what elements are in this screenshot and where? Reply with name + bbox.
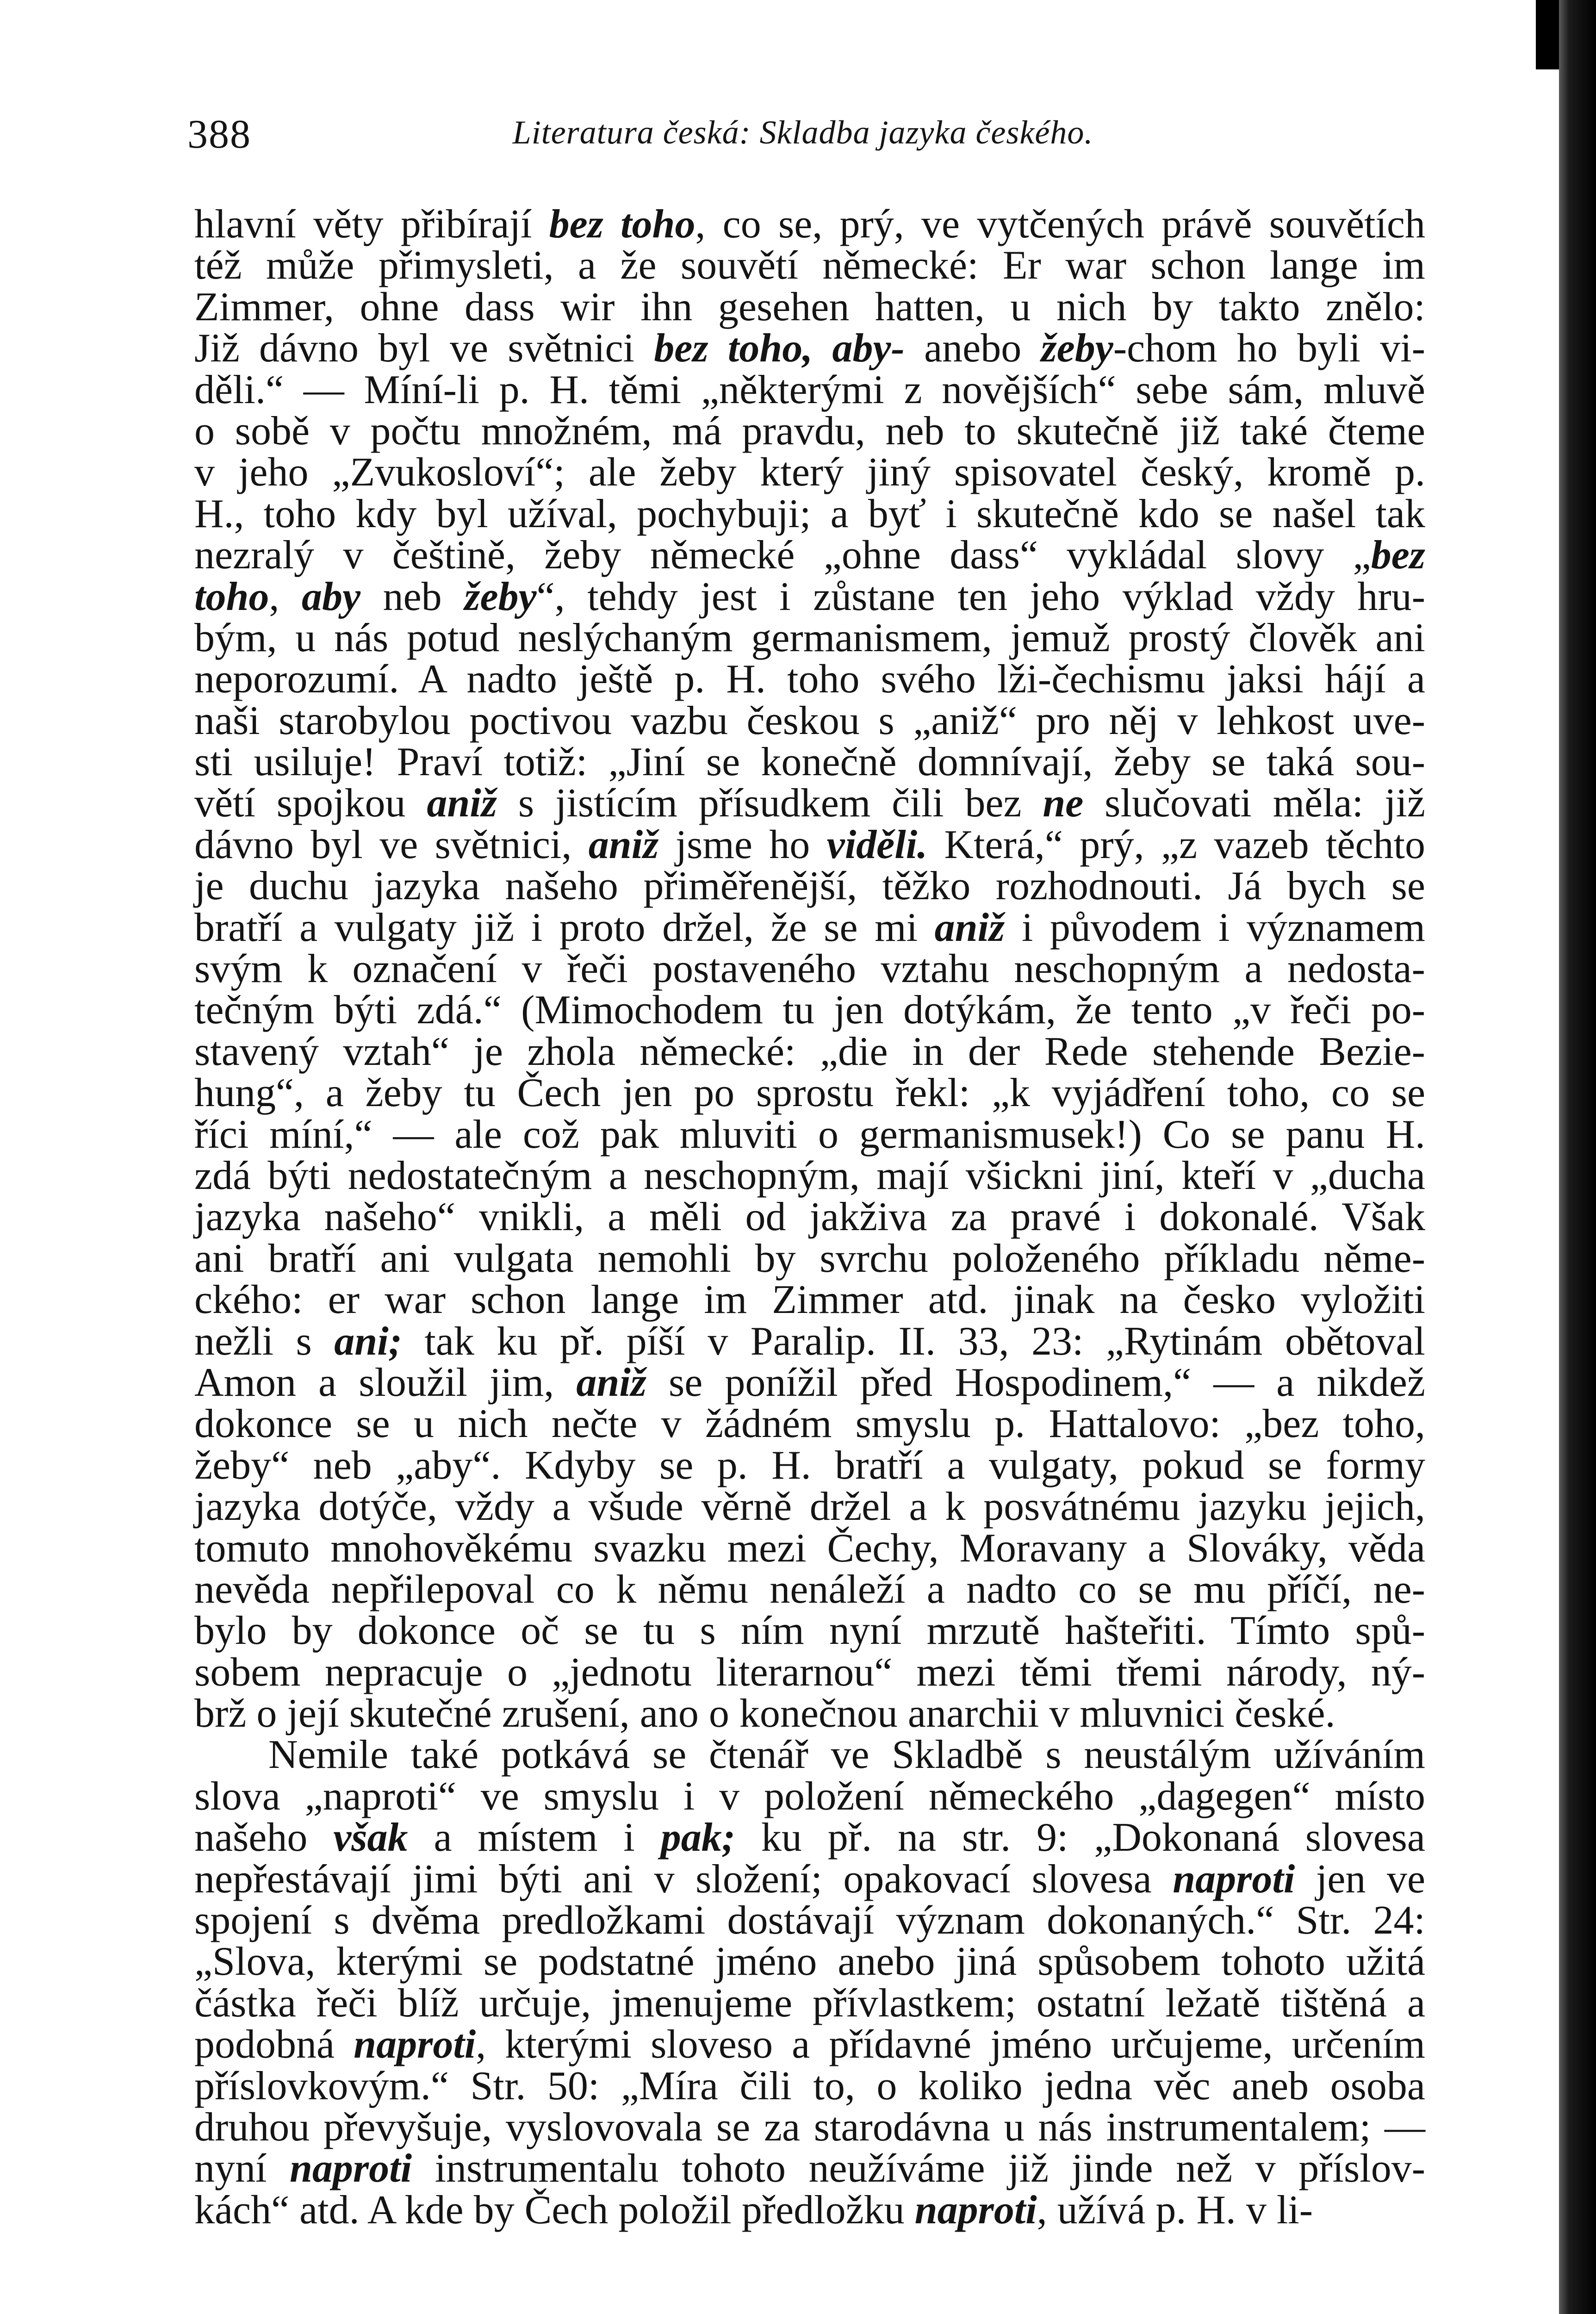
text-line [194,286,1425,328]
text-run: “, tehdy jest i zůstane ten jeho výklad vždy hru- [536,574,1426,619]
text-run: , co se, prý, ve vytčených právě souvětích [695,202,1425,247]
text-run: spojení s dvěma predložkami dostávají význam dokonaných.“ Str. 24: [194,1898,1425,1943]
text-line [194,1569,1425,1610]
text-run: děli.“ — Míní-li p. H. těmi „některými z novějších“ sebe sám, mluvě [194,367,1425,412]
text-run: zdá býti nedostatečným a neschopným, mají všickni jiní, kteří v „ducha [194,1153,1425,1198]
emphasis-text: aniž [576,1360,646,1405]
text-run: tomuto mnohověkému svazku mezi Čechy, Moravany a Slováky, věda [194,1525,1425,1571]
text-line [194,328,1425,369]
text-run: Amon a sloužil jim, [194,1360,577,1405]
text-line [194,1732,1425,1778]
text-run: sobem nepracuje o „jednotu literarnou“ mezi těmi třemi národy, ný- [194,1649,1425,1695]
text-line [194,2187,1425,2233]
emphasis-text: aniž [934,905,1005,950]
text-run: neb [360,574,465,619]
emphasis-text: naproti [354,2022,476,2067]
text-run: -chom ho byli vi- [1113,326,1426,371]
emphasis-text: bez [1371,533,1425,578]
page-header [187,106,1418,162]
text-run: jazyka našeho“ vnikli, a měli od jakživa za pravé i dokonalé. Však [194,1194,1425,1240]
text-line [194,1155,1425,1196]
text-line [194,783,1425,824]
emphasis-text: ani; [334,1319,402,1364]
text-line [194,1238,1425,1279]
text-line [194,946,1425,992]
text-run: brž o její skutečné zrušení, ano o konečnou anarchii v mluvnici české. [194,1691,1335,1736]
text-line [194,1321,1425,1362]
text-run: nežli s [194,1319,335,1364]
text-run: příslovkovým.“ Str. 50: „Míra čili to, o koliko jedna věc aneb osoba [194,2063,1425,2109]
text-run: slučovati měla: již [1083,781,1425,826]
emphasis-text: bez toho [549,202,696,247]
text-run: , [269,574,302,619]
text-run: bým, u nás potud neslýchaným germanismem, jemuž prostý člověk ani [194,615,1425,660]
text-run: jen ve [1295,1856,1425,1902]
text-run: svým k označení v řeči postaveného vztahu neschopným a nedosta- [194,946,1425,992]
text-line [194,1362,1425,1403]
text-run: naši starobylou poctivou vazbu českou s „aniž“ pro něj v lehkost uve- [194,698,1425,743]
text-run: slova „naproti“ ve smyslu i v položení německého „dagegen“ místo [194,1773,1425,1819]
text-run: kách“ atd. A kde by Čech položil předložku [194,2187,915,2233]
text-line [194,1773,1425,1819]
text-line [194,493,1425,535]
text-run: jsme ho [658,822,827,867]
text-run: neporozumí. A nadto ještě p. H. toho svého lži-čechismu jaksi hájí a [194,657,1425,702]
text-line [194,2065,1425,2107]
text-line [194,741,1425,783]
text-run: Nemile také potkává se čtenář ve Skladbě s neustálým užíváním [268,1732,1425,1778]
emphasis-text: viděli. [826,822,928,867]
text-run: hung“, a žeby tu Čech jen po sprostu řekl: „k vyjádření toho, co se [194,1070,1425,1116]
text-run: částka řeči blíž určuje, jmenujeme přívlastkem; ostatní ležatě tištěná a [194,1980,1425,2026]
text-line [194,1856,1425,1902]
text-run: Zimmer, ohne dass wir ihn gesehen hatten, u nich by takto znělo: [194,284,1425,330]
text-run: Již dávno byl ve světnici [194,326,654,371]
text-run: druhou převyšuje, vyslovovala se za starodávna u nás instrumentalem; — [194,2104,1425,2150]
text-run: je duchu jazyka našeho přiměřenější, těžko rozhodnouti. Já bych se [194,864,1425,909]
text-run: sti usiluje! Praví totiž: „Jiní se konečně domnívají, žeby se taká sou- [194,740,1425,785]
text-run: H., toho kdy byl užíval, pochybuji; a byť i skutečně kdo se našel tak [194,491,1425,536]
emphasis-text: žeby [1041,326,1113,371]
text-run: nepřestávají jimi býti ani v složení; opakovací slovesa [194,1856,1173,1902]
text-line [194,1608,1425,1654]
emphasis-text: aby [301,574,361,619]
text-run: též může přimysleti, a že souvětí německé: Er war schon lange im [194,243,1425,288]
emphasis-text: toho [194,574,269,619]
text-run: dokonce se u nich nečte v žádném smyslu p. Hattalovo: „bez toho, [194,1401,1425,1447]
text-run: i původem i významem [1005,905,1425,950]
text-line [194,1484,1425,1530]
text-line [194,245,1425,286]
text-run: bratří a vulgaty již i proto držel, že se mi [194,905,935,950]
text-run: žeby“ neb „aby“. Kdyby se p. H. bratří a vulgaty, pokud se formy [194,1443,1425,1488]
scan-border [1559,0,1596,2314]
text-line [194,907,1425,948]
page-number: 388 [187,112,251,157]
text-line [194,865,1425,907]
text-line [194,452,1425,493]
text-run: nyní [194,2146,290,2191]
text-run: anebo [904,326,1041,371]
text-line [194,1070,1425,1116]
text-line [194,700,1425,741]
body-text [194,204,1425,2231]
emphasis-text: ne [1043,781,1084,826]
text-line [194,1525,1425,1571]
emphasis-text: žeby [464,574,537,619]
text-run: tak ku př. píší v Paralip. II. 33, 23: „Rytinám obětoval [402,1319,1425,1364]
text-line [194,1693,1425,1734]
text-run: s jistícím přísudkem čili bez [497,781,1043,826]
text-line [194,1114,1425,1155]
emphasis-text: naproti [289,2146,412,2191]
text-line [194,576,1425,617]
text-line [194,408,1425,454]
text-line [194,2148,1425,2189]
text-run: říci míní,“ — ale což pak mluviti o germanismusek!) Co se panu H. [194,1112,1425,1157]
text-line [194,1445,1425,1486]
text-line [194,1941,1425,1982]
text-line [194,369,1425,411]
text-run: instrumentalu tohoto neužíváme již jinde než v příslov- [412,2146,1426,2191]
text-line [194,659,1425,700]
emphasis-text: bez toho, aby- [654,326,905,371]
emphasis-text: však [333,1815,408,1860]
text-line [194,1649,1425,1695]
text-line [194,204,1425,245]
text-line [194,1401,1425,1447]
text-run: ckého: er war schon lange im Zimmer atd. jinak na česko vyložiti [194,1277,1425,1323]
text-run: ku př. na str. 9: „Dokonaná slovesa [735,1815,1425,1860]
text-line [194,1900,1425,1941]
text-line [194,1196,1425,1238]
text-run: hlavní věty přibírají [194,202,549,247]
text-run: „Slova, kterými se podstatné jméno anebo jiná spůsobem tohoto užitá [194,1939,1425,1984]
text-run: větí spojkou [194,781,427,826]
text-run: dávno byl ve světnici, [194,822,589,867]
text-run: o sobě v počtu množném, má pravdu, neb to skutečně již také čteme [194,408,1425,454]
text-run: bylo by dokonce oč se tu s ním nyní mrzutě hašteřiti. Tímto spů- [194,1608,1425,1654]
text-run: našeho [194,1815,334,1860]
text-run: ani bratří ani vulgata nemohli by svrchu položeného příkladu něme- [194,1236,1425,1281]
text-run: Která,“ prý, „z vazeb těchto [927,822,1425,867]
emphasis-text: pak; [660,1815,736,1860]
emphasis-text: aniž [588,822,659,867]
text-run: nevěda nepřilepoval co k němu nenáleží a nadto co se mu příčí, ne- [194,1567,1425,1612]
text-run: podobná [194,2022,354,2067]
emphasis-text: naproti [1173,1856,1295,1902]
text-run: a místem i [408,1815,661,1860]
text-line [194,989,1425,1031]
text-run: se ponížil před Hospodinem,“ — a nikdež [646,1360,1425,1405]
text-line [194,617,1425,659]
text-line [194,1031,1425,1072]
running-title: Literatura česká: Skladba jazyka českého. [512,114,1093,151]
text-run: v jeho „Zvukosloví“; ale žeby který jiný spisovatel český, kromě p. [194,450,1425,495]
emphasis-text: naproti [914,2187,1037,2233]
text-line [194,824,1425,865]
text-run: , užívá p. H. v li- [1037,2187,1313,2233]
text-run: tečným býti zdá.“ (Mimochodem tu jen dotýkám, že tento „v řeči po- [194,988,1425,1033]
text-run: , kterými sloveso a přídavné jméno určujeme, určením [476,2022,1426,2067]
text-line [194,1277,1425,1323]
text-line [194,1817,1425,1858]
text-line [194,2104,1425,2150]
text-run: jazyka dotýče, vždy a všude věrně držel a k posvátnému jazyku jejich, [194,1484,1425,1530]
text-line [194,1980,1425,2026]
emphasis-text: aniž [427,781,497,826]
text-run: stavený vztah“ je zhola německé: „die in der Rede stehende Bezie- [194,1029,1425,1074]
text-line [194,535,1425,576]
text-run: nezralý v češtině, žeby německé „ohne dass“ vykládal slovy „ [194,533,1371,578]
text-line [194,2024,1425,2065]
